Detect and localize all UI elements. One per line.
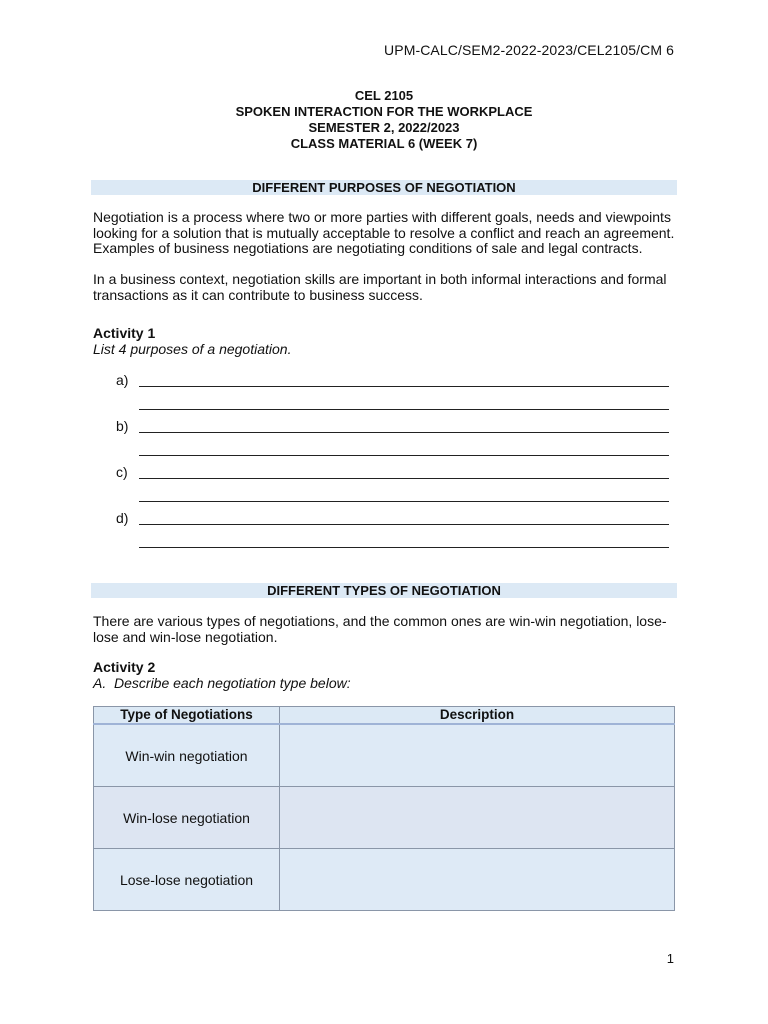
- table-cell-type: Win-lose negotiation: [94, 787, 280, 849]
- answer-line-b1[interactable]: [139, 432, 669, 433]
- section-heading-types: DIFFERENT TYPES OF NEGOTIATION: [91, 583, 677, 598]
- answer-line-c2[interactable]: [139, 501, 669, 502]
- negotiation-types-table: [93, 706, 675, 911]
- table-cell-description[interactable]: [280, 787, 675, 849]
- table-cell-type: Win-win negotiation: [94, 724, 280, 787]
- table-header-type: Type of Negotiations: [94, 707, 280, 725]
- table-cell-type: Lose-lose negotiation: [94, 849, 280, 911]
- answer-line-a1[interactable]: [139, 386, 669, 387]
- table-cell-description[interactable]: [280, 849, 675, 911]
- table-cell-description[interactable]: [280, 724, 675, 787]
- answer-line-d1[interactable]: [139, 524, 669, 525]
- table-row: [94, 724, 675, 787]
- paragraph-negotiation-types: There are various types of negotiations, and the common ones are win-win negotiation, lose-lose and win-lose negotiation.: [93, 613, 667, 645]
- answer-line-d2[interactable]: [139, 547, 669, 548]
- answer-label-d: d): [116, 510, 129, 526]
- answer-line-c1[interactable]: [139, 478, 669, 479]
- course-title-block: [0, 88, 768, 152]
- document-reference: UPM-CALC/SEM2-2022-2023/CEL2105/CM 6: [384, 42, 674, 58]
- answer-line-a2[interactable]: [139, 409, 669, 410]
- table-header-row: [94, 707, 675, 725]
- answer-label-a: a): [116, 372, 129, 388]
- course-code: CEL 2105: [354, 88, 414, 103]
- table-row: [94, 787, 675, 849]
- course-name: SPOKEN INTERACTION FOR THE WORKPLACE: [235, 104, 533, 119]
- answer-line-b2[interactable]: [139, 455, 669, 456]
- activity1-instruction: List 4 purposes of a negotiation.: [93, 341, 292, 357]
- activity2-title: Activity 2: [93, 659, 156, 675]
- table-header-description: Description: [280, 707, 675, 725]
- paragraph-negotiation-definition: Negotiation is a process where two or more parties with different goals, needs and viewpoints looking for a solution that is mutually acceptable to resolve a conflict and reach an agreement. Examples of business negotiations are negotiating conditions of sale and legal contracts.: [93, 209, 675, 256]
- activity2-instruction: A. Describe each negotiation type below:: [93, 675, 351, 691]
- answer-label-c: c): [116, 464, 128, 480]
- activity1-title: Activity 1: [93, 325, 156, 341]
- paragraph-business-context: In a business context, negotiation skills are important in both informal interactions and formal transactions as it can contribute to business success.: [93, 271, 667, 303]
- table-row: [94, 849, 675, 911]
- section-heading-purposes: DIFFERENT PURPOSES OF NEGOTIATION: [91, 180, 677, 195]
- semester: SEMESTER 2, 2022/2023: [308, 120, 460, 135]
- page-number: 1: [666, 951, 674, 966]
- answer-label-b: b): [116, 418, 129, 434]
- class-material: CLASS MATERIAL 6 (WEEK 7): [290, 136, 478, 151]
